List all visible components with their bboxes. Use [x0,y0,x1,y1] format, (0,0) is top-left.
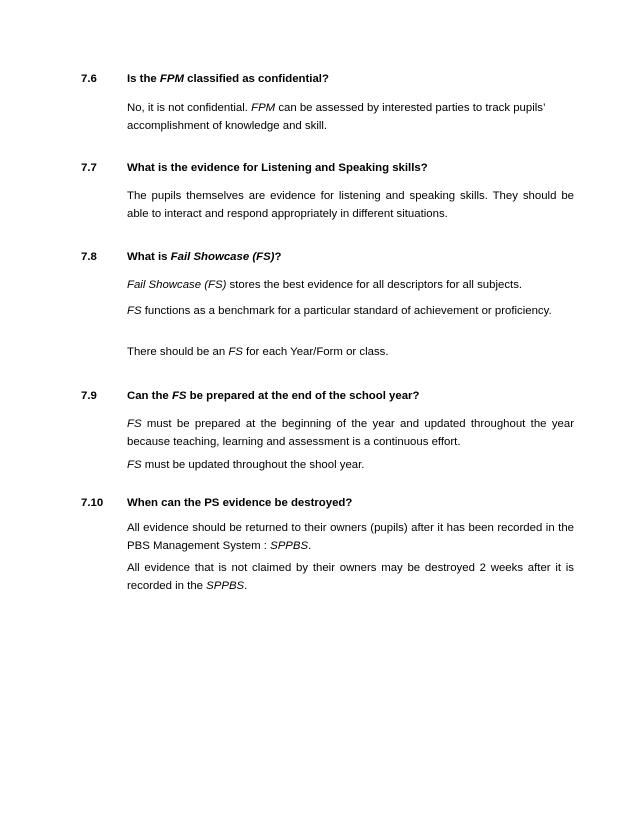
answer-paragraph: All evidence that is not claimed by their owners may be destroyed 2 weeks after it is recorded in the SPPBS. [127,562,574,592]
answer-paragraph: No, it is not confidential. FPM can be assessed by interested parties to track pupils’ accomplishment of knowledge and skill. [127,102,546,132]
section-question: When can the PS evidence be destroyed? [127,497,353,509]
section-number: 7.10 [81,497,104,509]
section-number: 7.7 [81,162,97,174]
section-number: 7.8 [81,251,97,263]
section-question: What is Fail Showcase (FS)? [127,251,282,263]
section-question: Is the FPM classified as confidential? [127,73,329,85]
answer-paragraph: FS must be updated throughout the shool year. [127,459,365,471]
section-question: What is the evidence for Listening and Speaking skills? [127,162,428,174]
answer-paragraph: All evidence should be returned to their owners (pupils) after it has been recorded in the PBS Management System : SPPBS. [127,522,574,552]
section-number: 7.6 [81,73,97,85]
answer-paragraph: FS functions as a benchmark for a particular standard of achievement or proficiency. [127,305,552,317]
answer-paragraph: FS must be prepared at the beginning of the year and updated throughout the year because teaching, learning and assessment is a continuous effort. [127,418,574,448]
answer-paragraph: Fail Showcase (FS) stores the best evidence for all descriptors for all subjects. [127,279,523,291]
section-question: Can the FS be prepared at the end of the school year? [127,390,420,402]
answer-paragraph: There should be an FS for each Year/Form or class. [127,346,389,358]
answer-paragraph: The pupils themselves are evidence for listening and speaking skills. They should be able to interact and respond appropriately in different situations. [127,190,574,220]
section-number: 7.9 [81,390,97,402]
